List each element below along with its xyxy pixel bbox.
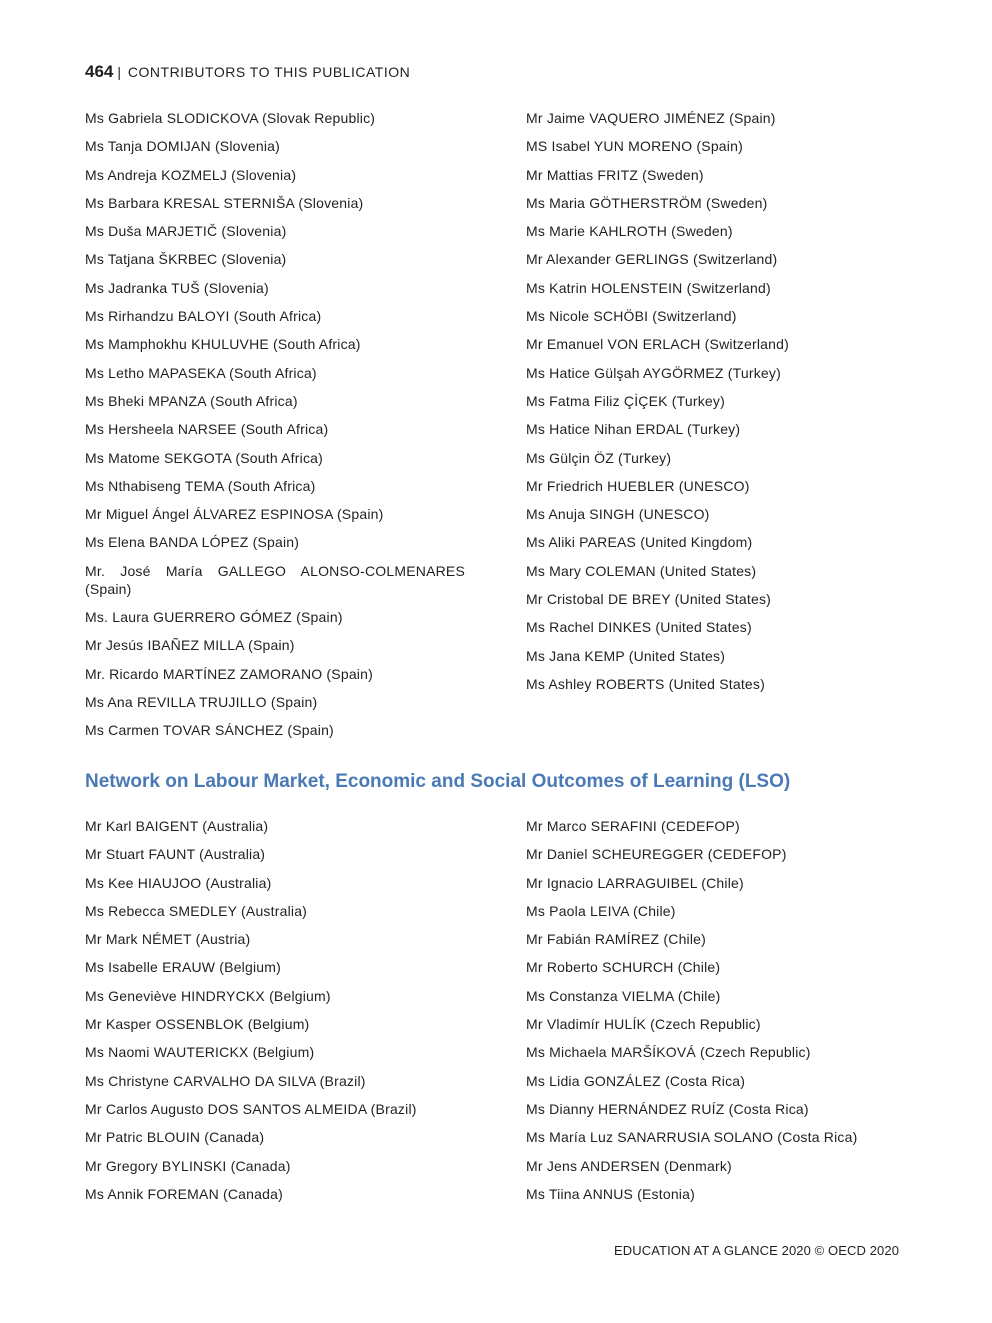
contributor-entry: Ms Rebecca SMEDLEY (Australia)	[85, 902, 308, 919]
contributor-entry: Ms Gülçin ÖZ (Turkey)	[526, 449, 672, 466]
contributor-entry: Ms Gabriela SLODICKOVA (Slovak Republic)	[85, 110, 376, 126]
contributor-entry: Ms Tanja DOMIJAN (Slovenia)	[85, 138, 280, 155]
contributor-entry: Ms Tatjana ŠKRBEC (Slovenia)	[85, 251, 287, 268]
contributor-entry: Ms Aliki PAREAS (United Kingdom)	[526, 534, 753, 551]
contributor-entry: Ms Lidia GONZÁLEZ (Costa Rica)	[526, 1072, 746, 1089]
contributor-entry: Ms Elena BANDA LÓPEZ (Spain)	[85, 534, 300, 551]
contributor-entry: Ms Naomi WAUTERICKX (Belgium)	[85, 1044, 315, 1061]
contributor-entry: Mr Mattias FRITZ (Sweden)	[526, 166, 704, 183]
page-number: 464	[85, 62, 114, 81]
contributor-entry: Ms Andreja KOZMELJ (Slovenia)	[85, 166, 297, 183]
contributor-entry: Mr Jens ANDERSEN (Denmark)	[526, 1157, 732, 1174]
contributor-entry: Mr Karl BAIGENT (Australia)	[85, 818, 269, 834]
contributor-entry: Ms. Laura GUERRERO GÓMEZ (Spain)	[85, 609, 343, 626]
contributor-entry: Mr Cristobal DE BREY (United States)	[526, 591, 772, 608]
contributor-entry: Mr Friedrich HUEBLER (UNESCO)	[526, 477, 750, 494]
contributor-entry: Ms Carmen TOVAR SÁNCHEZ (Spain)	[85, 722, 334, 739]
header-section-title: CONTRIBUTORS TO THIS PUBLICATION	[127, 64, 411, 80]
contributor-entry: Mr Carlos Augusto DOS SANTOS ALMEIDA (Brazil)	[85, 1100, 417, 1117]
contributor-entry: Ms Kee HIAUJOO (Australia)	[85, 874, 272, 891]
contributor-entry: Mr Roberto SCHURCH (Chile)	[526, 959, 721, 976]
contributor-entry: Ms Hatice Nihan ERDAL (Turkey)	[526, 421, 741, 438]
contributor-entry: Ms Ashley ROBERTS (United States)	[526, 675, 765, 692]
contributor-entry: Ms Anuja SINGH (UNESCO)	[526, 506, 710, 523]
contributor-entry: Ms Mary COLEMAN (United States)	[526, 562, 757, 579]
contributor-entry: Mr Jaime VAQUERO JIMÉNEZ (Spain)	[526, 110, 776, 126]
list2-right-column	[526, 817, 906, 1213]
contributor-entry: Ms Letho MAPASEKA (South Africa)	[85, 364, 317, 381]
contributor-entry: Mr Fabián RAMÍREZ (Chile)	[526, 931, 707, 948]
contributor-entry: Ms Nicole SCHÖBI (Switzerland)	[526, 308, 737, 325]
contributor-entry: Ms Duša MARJETIČ (Slovenia)	[85, 223, 287, 240]
contributor-entry: Mr. Ricardo MARTÍNEZ ZAMORANO (Spain)	[85, 665, 373, 682]
contributor-entry: Mr Vladimír HULÍK (Czech Republic)	[526, 1016, 761, 1033]
contributor-entry: Mr Miguel Ángel ÁLVAREZ ESPINOSA (Spain)	[85, 506, 384, 523]
contributor-entry: Mr Patric BLOUIN (Canada)	[85, 1129, 265, 1146]
contributor-entry: Mr Kasper OSSENBLOK (Belgium)	[85, 1016, 310, 1033]
list1-left-column	[85, 109, 465, 750]
contributor-entry: Mr Emanuel VON ERLACH (Switzerland)	[526, 336, 789, 353]
contributor-entry: Ms Rachel DINKES (United States)	[526, 619, 752, 636]
contributor-entry: Ms Geneviève HINDRYCKX (Belgium)	[85, 987, 331, 1004]
contributor-entry: Ms María Luz SANARRUSIA SOLANO (Costa Rica)	[526, 1129, 858, 1146]
list1-right-column	[526, 109, 906, 703]
contributor-entry: Mr Daniel SCHEUREGGER (CEDEFOP)	[526, 846, 787, 863]
contributor-entry: Ms Nthabiseng TEMA (South Africa)	[85, 477, 316, 494]
contributor-entry: Ms Maria GÖTHERSTRÖM (Sweden)	[526, 194, 768, 211]
contributor-entry: Mr Marco SERAFINI (CEDEFOP)	[526, 818, 740, 834]
contributor-entry: Mr. José María GALLEGO ALONSO-COLMENARES (Spain)	[85, 562, 465, 597]
contributor-entry: MS Isabel YUN MORENO (Spain)	[526, 138, 743, 155]
contributor-entry: Mr Ignacio LARRAGUIBEL (Chile)	[526, 874, 744, 891]
contributor-entry: Ms Hatice Gülşah AYGÖRMEZ (Turkey)	[526, 364, 781, 381]
contributor-entry: Mr Mark NÉMET (Austria)	[85, 931, 251, 948]
contributor-entry: Mr Jesús IBAÑEZ MILLA (Spain)	[85, 637, 295, 654]
contributor-entry: Ms Paola LEIVA (Chile)	[526, 902, 676, 919]
running-header	[85, 62, 410, 82]
contributor-entry: Ms Annik FOREMAN (Canada)	[85, 1185, 283, 1202]
page-footer: EDUCATION AT A GLANCE 2020 © OECD 2020	[614, 1243, 900, 1258]
contributor-entry: Ms Ana REVILLA TRUJILLO (Spain)	[85, 693, 318, 710]
contributor-entry: Ms Rirhandzu BALOYI (South Africa)	[85, 308, 322, 325]
contributor-entry: Ms Katrin HOLENSTEIN (Switzerland)	[526, 279, 771, 296]
contributor-entry: Mr Alexander GERLINGS (Switzerland)	[526, 251, 778, 268]
contributor-entry: Ms Jadranka TUŠ (Slovenia)	[85, 279, 269, 296]
section-heading-lso: Network on Labour Market, Economic and Social Outcomes of Learning (LSO)	[85, 771, 791, 792]
contributor-entry: Ms Isabelle ERAUW (Belgium)	[85, 959, 281, 976]
contributor-entry: Ms Mamphokhu KHULUVHE (South Africa)	[85, 336, 361, 353]
header-separator: |	[117, 64, 122, 80]
list2-left-column	[85, 817, 465, 1213]
contributor-entry: Ms Michaela MARŠÍKOVÁ (Czech Republic)	[526, 1044, 811, 1061]
contributor-entry: Ms Fatma Filiz ÇİÇEK (Turkey)	[526, 392, 725, 409]
contributor-entry: Ms Hersheela NARSEE (South Africa)	[85, 421, 329, 438]
contributor-entry: Ms Bheki MPANZA (South Africa)	[85, 392, 298, 409]
contributor-entry: Ms Barbara KRESAL STERNIŠA (Slovenia)	[85, 194, 364, 211]
contributor-entry: Ms Constanza VIELMA (Chile)	[526, 987, 721, 1004]
contributor-entry: Ms Jana KEMP (United States)	[526, 647, 726, 664]
contributor-entry: Mr Gregory BYLINSKI (Canada)	[85, 1157, 291, 1174]
contributor-entry: Ms Christyne CARVALHO DA SILVA (Brazil)	[85, 1072, 366, 1089]
contributor-entry: Mr Stuart FAUNT (Australia)	[85, 846, 266, 863]
contributor-entry: Ms Matome SEKGOTA (South Africa)	[85, 449, 323, 466]
contributor-entry: Ms Tiina ANNUS (Estonia)	[526, 1185, 695, 1202]
contributor-entry: Ms Dianny HERNÁNDEZ RUÍZ (Costa Rica)	[526, 1100, 809, 1117]
contributor-entry: Ms Marie KAHLROTH (Sweden)	[526, 223, 733, 240]
